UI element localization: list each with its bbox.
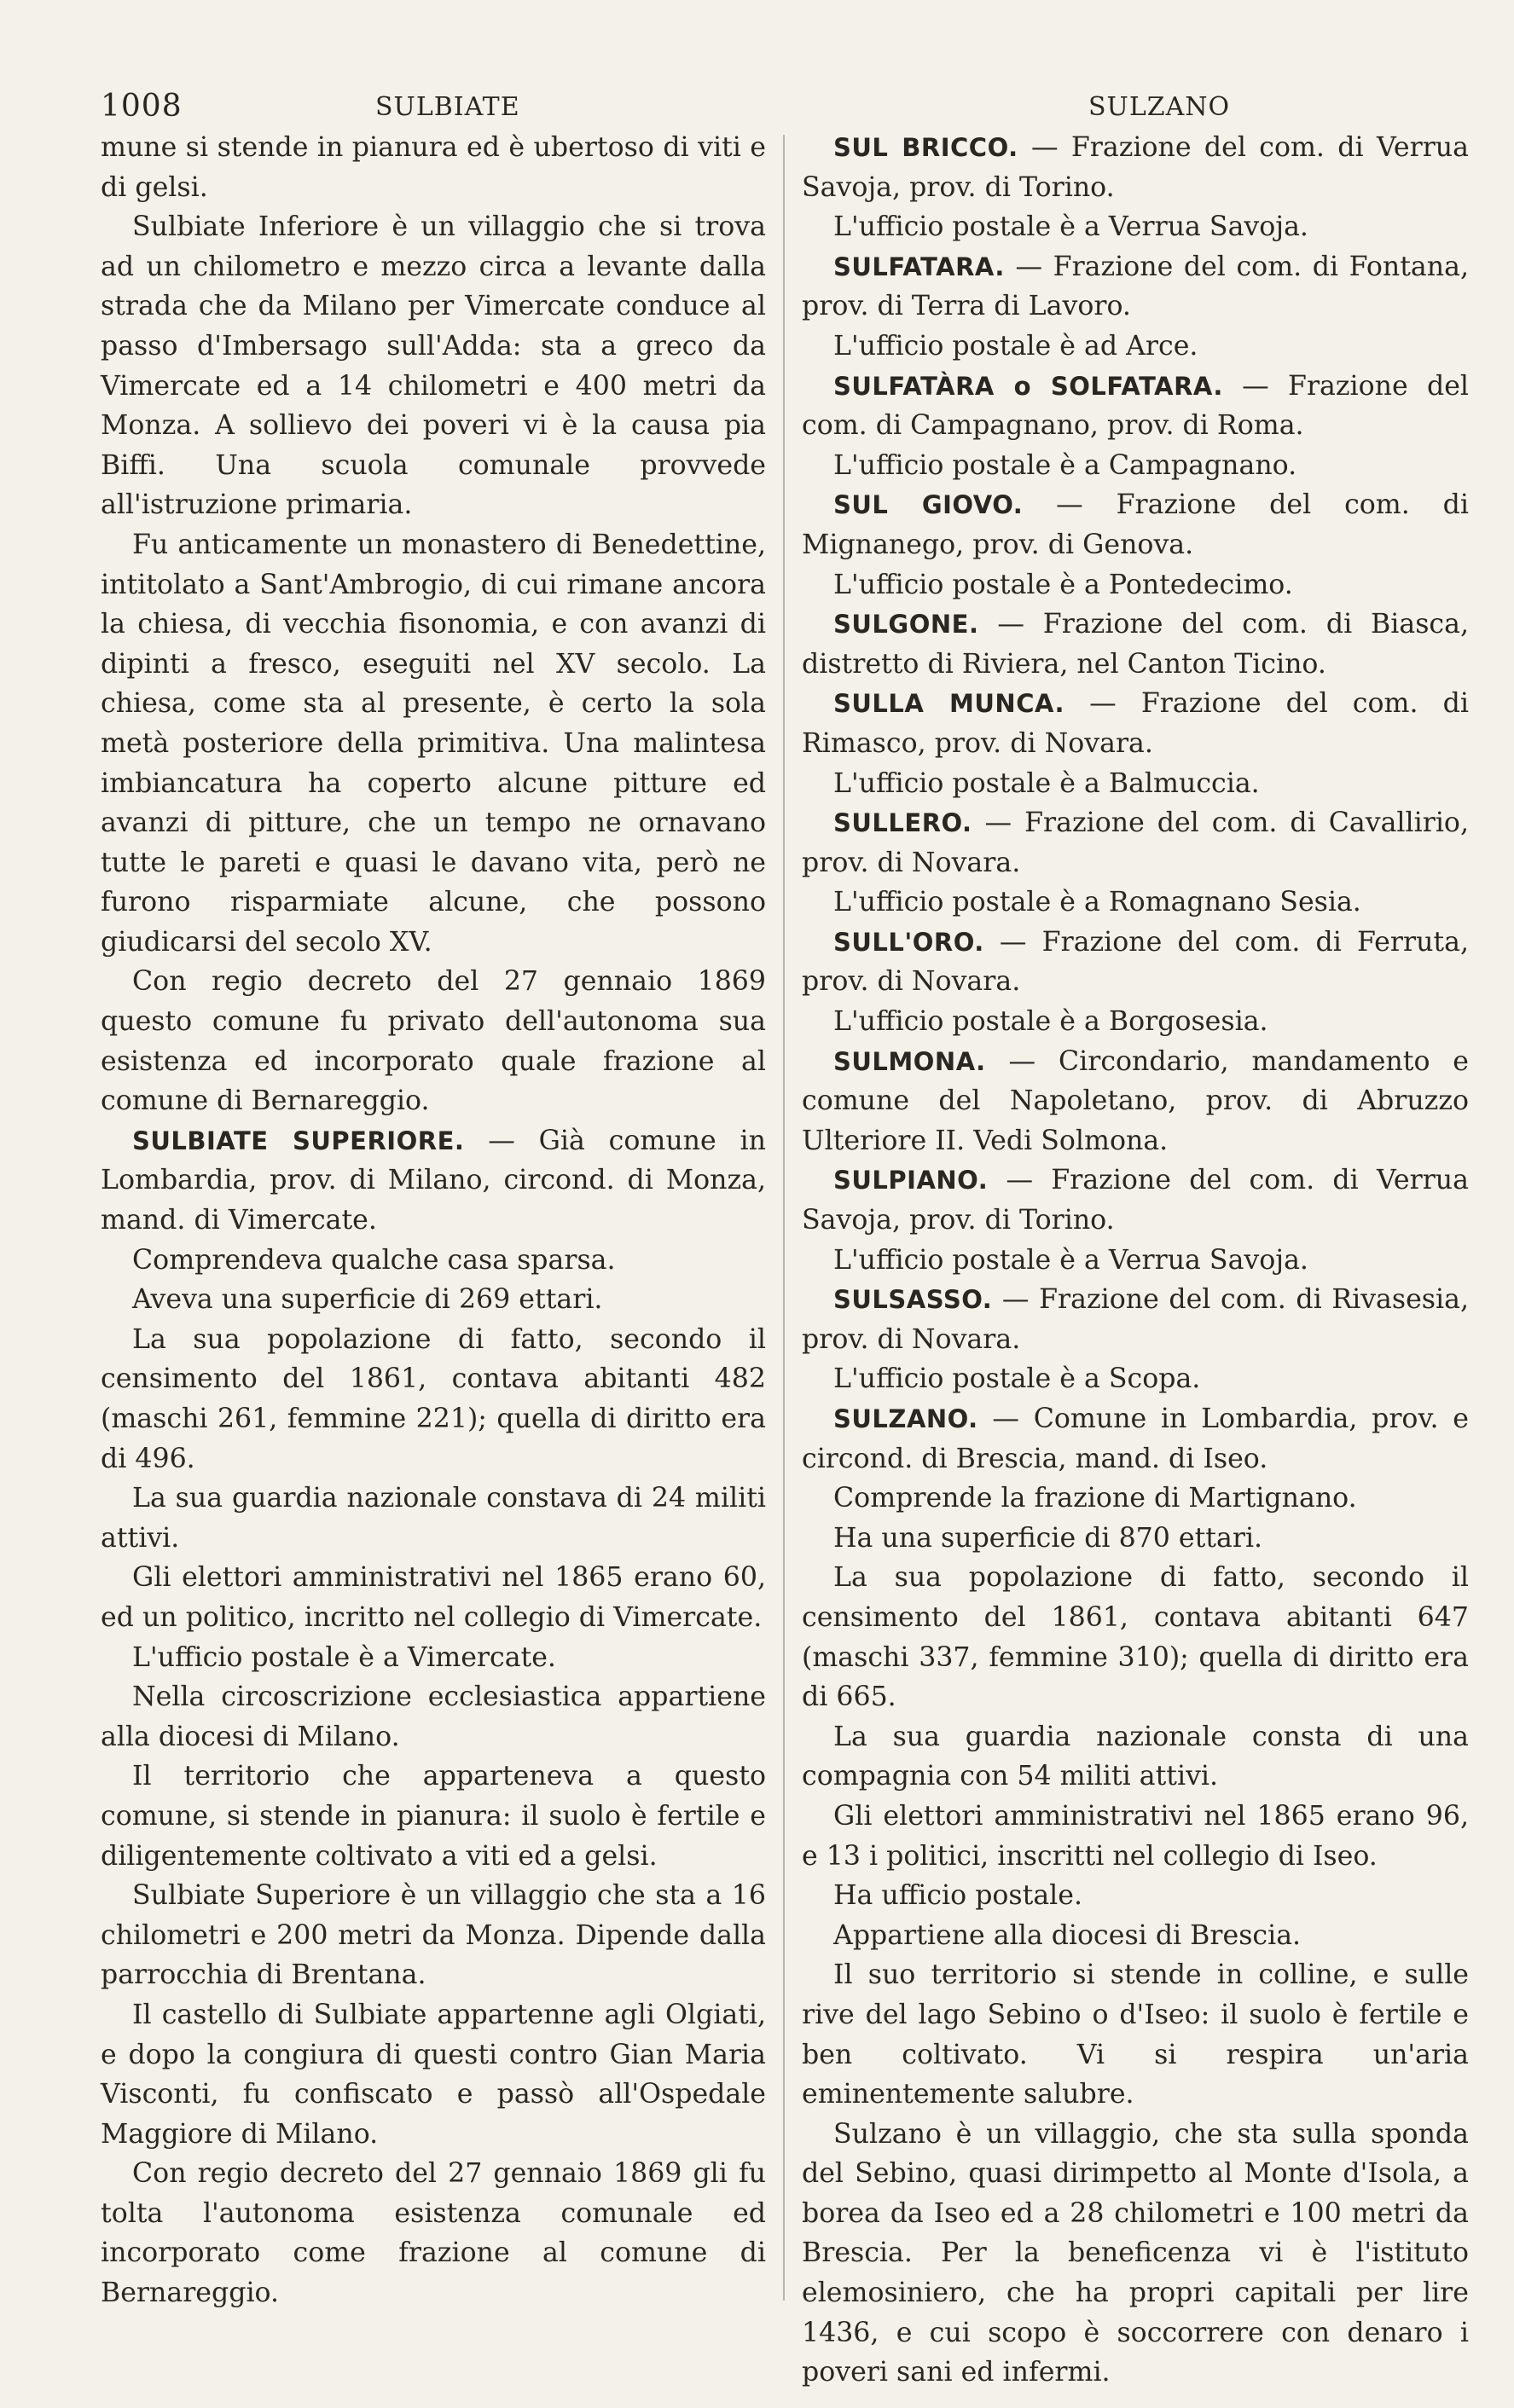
entry-sul-giovo: SUL GIOVO. — Frazione del com. di Mignanego, prov. di Genova. <box>802 489 1469 560</box>
entry-sulpiano: SULPIANO. — Frazione del com. di Verrua Savoja, prov. di Torino. <box>802 1165 1469 1236</box>
entry-sulloro: SULL'ORO. — Frazione del com. di Ferruta, prov. di Novara. <box>802 926 1469 998</box>
entry-sulzano: SULZANO. — Comune in Lombardia, prov. e circond. di Brescia, mand. di Iseo. <box>802 1404 1469 1474</box>
paragraph: Sulbiate Superiore è un villaggio che sta a 16 chilometri e 200 metri da Monza. Dipende dalla parrocchia di Brentana. <box>101 1880 766 1991</box>
paragraph: La sua popolazione di fatto, secondo il censimento del 1861, contava abitanti 647 (maschi 337, femmine 310); quella di diritto era di 665. <box>802 1562 1469 1713</box>
entry-headword: SULLA MUNCA. <box>833 689 1064 719</box>
entry-sulla-munca: SULLA MUNCA. — Frazione del com. di Rimasco, prov. di Novara. <box>802 688 1469 759</box>
entry-headword: SULL'ORO. <box>833 927 984 957</box>
paragraph: L'ufficio postale è a Pontedecimo. <box>833 569 1293 600</box>
paragraph: L'ufficio postale è a Borgosesia. <box>833 1006 1268 1038</box>
entry-headword: SULFATARA. <box>833 252 1005 281</box>
paragraph: La sua guardia nazionale constava di 24 militi attivi. <box>101 1483 766 1554</box>
paragraph: Gli elettori amministrativi nel 1865 erano 60, ed un politico, incritto nel collegio di Vimercate. <box>101 1562 766 1633</box>
paragraph: Ha ufficio postale. <box>833 1880 1083 1912</box>
entry-headword: SULBIATE SUPERIORE. <box>132 1126 465 1155</box>
entry-headword: SULSASSO. <box>833 1285 993 1315</box>
paragraph: Fu anticamente un monastero di Benedettine, intitolato a Sant'Ambrogio, di cui rimane ancora la chiesa, di vecchia fisonomia, e con avanzi di dipinti a fresco, eseguiti nel XV secolo. La chiesa, come sta al presente, è certo la sola metà posteriore della primitiva. Una malintesa imbiancatura ha coperto alcune pitture ed avanzi di pitture, che un tempo ne ornavano tutte le pareti e quasi le davano vita, però ne furono risparmiate alcune, che possono giudicarsi del secolo XV. <box>101 529 766 958</box>
paragraph: La sua popolazione di fatto, secondo il censimento del 1861, contava abitanti 482 (maschi 261, femmine 221); quella di diritto era di 496. <box>101 1323 766 1474</box>
page-number: 1008 <box>101 89 183 124</box>
left-column <box>101 128 766 2313</box>
entry-headword: SULZANO. <box>833 1404 978 1433</box>
entry-headword: SULPIANO. <box>833 1166 989 1195</box>
paragraph: L'ufficio postale è a Campagnano. <box>833 449 1297 481</box>
paragraph: L'ufficio postale è ad Arce. <box>833 330 1198 362</box>
running-head-left: SULBIATE <box>375 92 520 122</box>
paragraph: La sua guardia nazionale consta di una compagnia con 54 militi attivi. <box>802 1721 1469 1792</box>
entry-headword: SULMONA. <box>833 1046 986 1076</box>
paragraph: Il castello di Sulbiate appartenne agli Olgiati, e dopo la congiura di questi contro Gian Maria Visconti, fu confiscato e passò all'Ospedale Maggiore di Milano. <box>101 1999 766 2150</box>
entry-sullero: SULLERO. — Frazione del com. di Cavallirio, prov. di Novara. <box>802 807 1469 878</box>
entry-headword: SUL BRICCO. <box>833 133 1018 162</box>
entry-headword: SUL GIOVO. <box>833 490 1024 520</box>
paragraph: Appartiene alla diocesi di Brescia. <box>833 1919 1302 1951</box>
paragraph: Sulbiate Inferiore è un villaggio che si trova ad un chilometro e mezzo circa a levante dalla strada che da Milano per Vimercate conduce al passo d'Imbersago sull'Adda: sta a greco da Vimercate ed a 14 chilometri e 400 metri da Monza. A sollievo dei poveri vi è la causa pia Biffi. Una scuola comunale provvede all'istruzione primaria. <box>101 211 766 521</box>
right-column <box>802 128 1469 2393</box>
paragraph: mune si stende in pianura ed è ubertoso di viti e di gelsi. <box>101 132 766 203</box>
paragraph: Gli elettori amministrativi nel 1865 erano 96, e 13 i politici, inscritti nel collegio di Iseo. <box>802 1800 1469 1872</box>
paragraph: L'ufficio postale è a Verrua Savoja. <box>833 1244 1308 1276</box>
paragraph: Il suo territorio si stende in colline, e sulle rive del lago Sebino o d'Iseo: il suolo è fertile e ben coltivato. Vi si respira un'aria eminentemente salubre. <box>802 1959 1469 2110</box>
paragraph: L'ufficio postale è a Verrua Savoja. <box>833 211 1308 243</box>
paragraph: L'ufficio postale è a Balmuccia. <box>833 767 1260 799</box>
paragraph: Con regio decreto del 27 gennaio 1869 gli fu tolta l'autonoma esistenza comunale ed incorporato come frazione al comune di Bernareggio. <box>101 2158 766 2309</box>
column-divider <box>783 135 785 2301</box>
paragraph: Sulzano è un villaggio, che sta sulla sponda del Sebino, quasi dirimpetto al Monte d'Isola, a borea da Iseo ed a 28 chilometri e 100 metri da Brescia. Per la beneficenza vi è l'istituto elemosiniero, che ha propri capitali per lire 1436, e cui scopo è soccorrere con denaro i poveri sani ed infermi. <box>802 2118 1469 2388</box>
paragraph: Nella circoscrizione ecclesiastica appartiene alla diocesi di Milano. <box>101 1682 766 1752</box>
entry-sulmona: SULMONA. — Circondario, mandamento e comune del Napoletano, prov. di Abruzzo Ulteriore II. Vedi Solmona. <box>802 1045 1469 1156</box>
entry-sulsasso: SULSASSO. — Frazione del com. di Rivasesia, prov. di Novara. <box>802 1284 1469 1355</box>
entry-sul-bricco: SUL BRICCO. — Frazione del com. di Verrua Savoja, prov. di Torino. <box>802 132 1469 203</box>
paragraph: Aveva una superficie di 269 ettari. <box>132 1284 603 1316</box>
paragraph: Ha una superficie di 870 ettari. <box>833 1522 1263 1554</box>
paragraph: Il territorio che apparteneva a questo comune, si stende in pianura: il suolo è fertile e diligentemente coltivato a viti ed a gelsi. <box>101 1761 766 1872</box>
paragraph: L'ufficio postale è a Scopa. <box>833 1363 1201 1395</box>
running-head-right: SULZANO <box>1088 92 1231 122</box>
paragraph: L'ufficio postale è a Vimercate. <box>132 1641 556 1673</box>
paragraph: L'ufficio postale è a Romagnano Sesia. <box>833 887 1361 918</box>
paragraph: Comprendeva qualche casa sparsa. <box>132 1244 616 1276</box>
entry-sulfatara: SULFATARA. — Frazione del com. di Fontana, prov. di Terra di Lavoro. <box>802 251 1469 322</box>
entry-sulgone: SULGONE. — Frazione del com. di Biasca, distretto di Riviera, nel Canton Ticino. <box>802 609 1469 680</box>
entry-headword: SULGONE. <box>833 610 979 640</box>
entry-sulfatara-solfatara: SULFATÀRA o SOLFATARA. — Frazione del com. di Campagnano, prov. di Roma. <box>802 370 1469 442</box>
entry-headword: SULLERO. <box>833 808 972 838</box>
entry-sulbiate-superiore: SULBIATE SUPERIORE. — Già comune in Lombardia, prov. di Milano, circond. di Monza, mand. di Vimercate. <box>101 1125 766 1236</box>
paragraph: Con regio decreto del 27 gennaio 1869 questo comune fu privato dell'autonoma sua esistenza ed incorporato quale frazione al comune di Bernareggio. <box>101 966 766 1117</box>
entry-headword: SULFATÀRA o SOLFATARA. <box>833 371 1223 401</box>
paragraph: Comprende la frazione di Martignano. <box>833 1483 1357 1514</box>
